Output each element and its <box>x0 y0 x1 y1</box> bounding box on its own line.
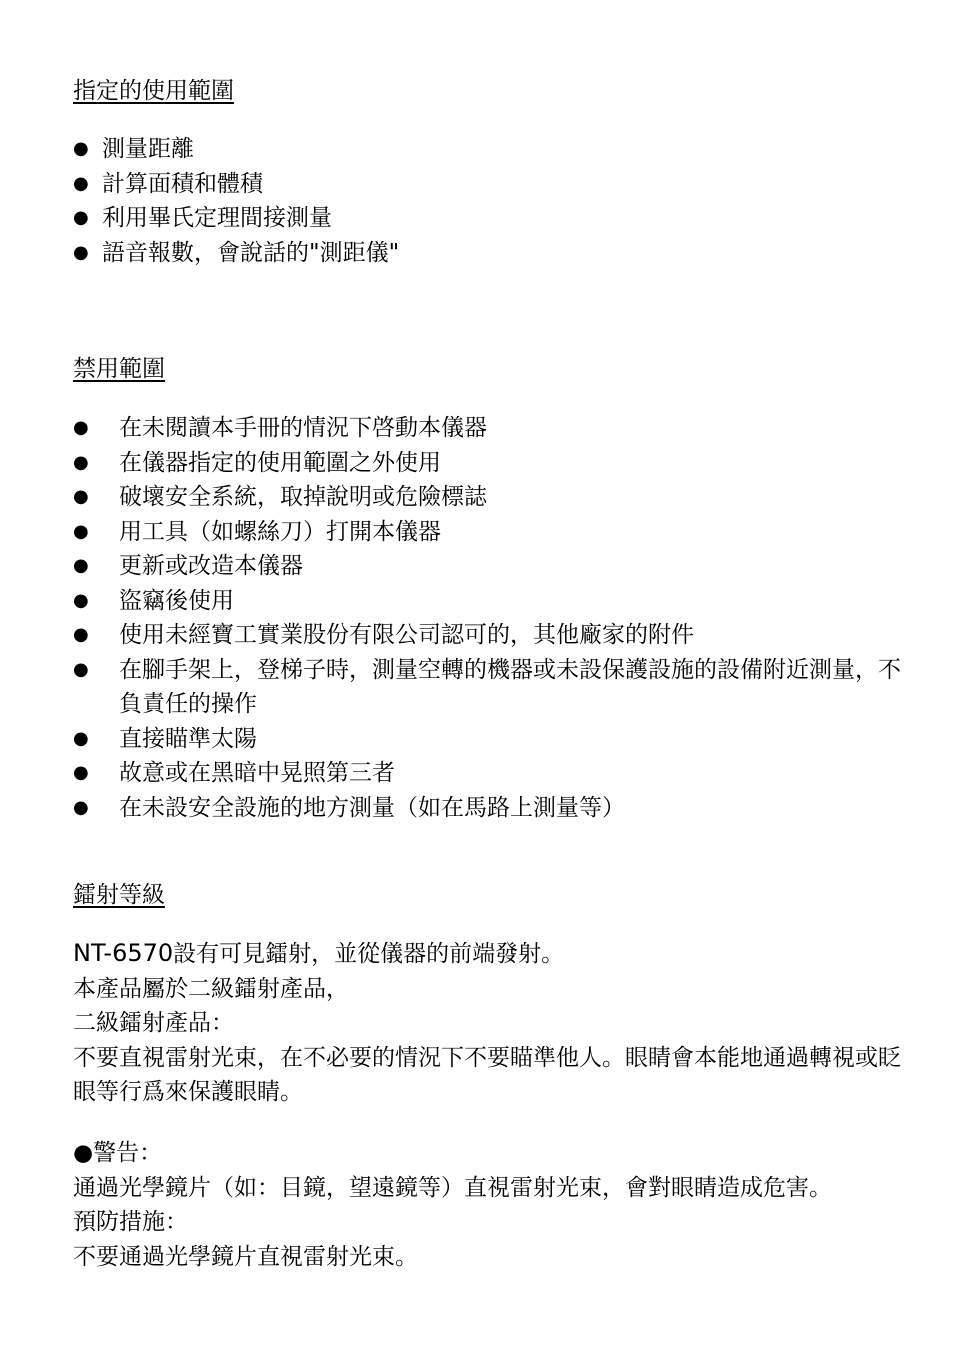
bullet-icon: ● <box>73 727 89 749</box>
laser-line-4: 不要直視雷射光束，在不必要的情況下不要瞄準他人。眼睛會本能地通過轉視或眨眼等行爲來保護眼睛。 <box>73 1044 901 1105</box>
bullet-icon: ● <box>73 451 89 473</box>
bullet-icon: ● <box>73 796 89 818</box>
list-item: ● 在未閱讀本手冊的情況下啓動本儀器 <box>0 411 919 446</box>
prohibited-use-list <box>0 411 919 825</box>
bullet-icon: ● <box>73 172 89 194</box>
section-title-laser-class: 鐳射等級 <box>73 882 165 908</box>
model-number: NT-6570 <box>73 939 174 967</box>
list-item: ● 在未設安全設施的地方測量（如在馬路上測量等） <box>0 791 919 826</box>
prevention-label: 預防措施： <box>73 1209 188 1235</box>
list-item: ● 直接瞄準太陽 <box>0 722 919 757</box>
list-item: ● 在腳手架上，登梯子時，測量空轉的機器或未設保護設施的設備附近測量，不負責任的操作 <box>0 653 919 722</box>
warning-label: ●警告： <box>73 1140 163 1166</box>
list-item: ● 盜竊後使用 <box>0 584 919 619</box>
list-item: ● 用工具（如螺絲刀）打開本儀器 <box>0 515 919 550</box>
bullet-icon: ● <box>73 417 89 438</box>
bullet-icon: ● <box>73 624 89 645</box>
document-page: 指定的使用範圍 ● 測量距離 ● 計算面積和體積 ● 利用畢氏定理間接測量 ● 語音報數，會說話的"測距儀" 禁用範圍 ● 在未閱讀本手冊的情況下啓動本儀器 ● 在儀器指定的使用範圍之外使用 ● 破壞安全系統，取掉說明或危險標誌 ● 用工具（如螺絲刀）打開本儀器 ● 更新或改造本儀器 ● 盜竊後使用 ● 使用未經寶工實業股份有限公司認可的，其他廠家的附件 ● 在腳手架上，登梯子時，測量空轉的機器或未設保護設施的設備附近測量，不負責任的操作 ● 直接瞄準太陽 ● 故意或在黑暗中晃照第三者 ● 在未設安全設施的地方測量（如在馬路上測量等） 鐳射等級 NT-6570設有可見鐳射，並從儀器的前端發射。 本產品屬於二級鐳射產品， 二級鐳射產品： 不要直視雷射光束，在不必要的情況下不要瞄準他人。眼睛會本能地通過轉視或眨眼等行爲來保護眼睛。 ●警告： 通過光學鏡片（如：目鏡，望遠鏡等）直視雷射光束，會對眼睛造成危害。 預防措施： 不要通過光學鏡片直視雷射光束。 <box>0 0 954 1346</box>
bullet-icon: ● <box>73 589 89 611</box>
list-item: ● 在儀器指定的使用範圍之外使用 <box>0 446 919 481</box>
bullet-icon: ● <box>73 486 89 507</box>
warning-block <box>73 1136 918 1274</box>
list-item: ● 使用未經寶工實業股份有限公司認可的，其他廠家的附件 <box>0 618 919 653</box>
laser-line-1: NT-6570設有可見鐳射，並從儀器的前端發射。 <box>73 939 565 967</box>
bullet-icon: ● <box>73 207 89 228</box>
laser-line-3: 二級鐳射產品： <box>73 1010 234 1036</box>
list-item: ● 更新或改造本儀器 <box>0 549 919 584</box>
section-title-intended-use: 指定的使用範圍 <box>73 78 234 104</box>
warning-text: 通過光學鏡片（如：目鏡，望遠鏡等）直視雷射光束，會對眼睛造成危害。 <box>73 1174 832 1201</box>
prevention-text: 不要通過光學鏡片直視雷射光束。 <box>73 1243 418 1270</box>
bullet-icon: ● <box>73 138 89 159</box>
laser-class-body <box>73 936 918 1110</box>
bullet-icon: ● <box>73 241 89 263</box>
list-item: ● 故意或在黑暗中晃照第三者 <box>0 756 919 791</box>
bullet-icon: ● <box>73 762 89 783</box>
bullet-icon: ● <box>73 658 89 680</box>
bullet-icon: ● <box>73 520 89 542</box>
list-item: ● 破壞安全系統，取掉說明或危險標誌 <box>0 480 919 515</box>
laser-line-2: 本產品屬於二級鐳射產品， <box>73 975 349 1002</box>
bullet-icon: ● <box>73 555 89 576</box>
section-title-prohibited-use: 禁用範圍 <box>73 356 165 382</box>
